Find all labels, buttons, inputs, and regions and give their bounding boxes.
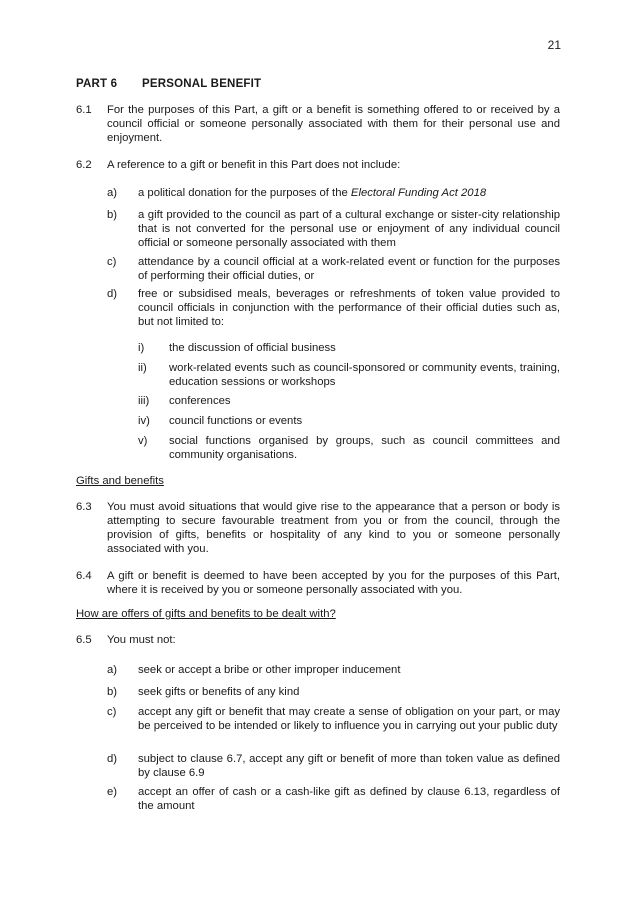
clause-6-3 (76, 500, 560, 556)
clause-6-4 (76, 569, 560, 597)
item-label: a) (107, 187, 118, 199)
item-label: b) (107, 209, 118, 221)
part-heading (76, 78, 262, 90)
clause-6-5-b (107, 685, 560, 699)
item-text (138, 186, 560, 200)
clause-6-5 (76, 633, 560, 647)
part-title: PERSONAL BENEFIT (142, 78, 262, 90)
item-text: free or subsidised meals, beverages or refreshments of token value provided to council officials in conjunction with the performance of their official duties such as, but not limited to: (138, 288, 560, 328)
part-label: PART 6 (76, 78, 118, 90)
act-title: Electoral Funding Act 2018 (350, 187, 487, 199)
clause-6-2-d-ii (138, 361, 560, 389)
item-text: accept any gift or benefit that may create a sense of obligation on your part, or may be perceived to be intended or likely to influence you in carrying out your public duty (138, 706, 560, 732)
clause-6-2 (76, 158, 560, 172)
page-number: 21 (547, 38, 561, 52)
section-heading-how-are-offers: How are offers of gifts and benefits to be dealt with? (76, 608, 336, 620)
item-label: iii) (138, 395, 150, 407)
item-text: social functions organised by groups, such as council committees and community organisations. (169, 435, 560, 461)
item-text: conferences (169, 395, 231, 407)
clause-number: 6.3 (76, 501, 92, 513)
item-label: ii) (138, 362, 147, 374)
clause-number: 6.1 (76, 104, 92, 116)
clause-6-5-a (107, 663, 560, 677)
item-text: accept an offer of cash or a cash-like gift as defined by clause 6.13, regardless of the amount (138, 786, 560, 812)
clause-number: 6.2 (76, 159, 92, 171)
section-heading-gifts-and-benefits: Gifts and benefits (76, 475, 164, 487)
item-label: a) (107, 664, 118, 676)
item-text: the discussion of official business (169, 342, 336, 354)
clause-6-2-c (107, 255, 560, 283)
clause-6-2-d-iii (138, 394, 560, 408)
item-label: v) (138, 435, 148, 447)
clause-6-2-a (107, 186, 560, 200)
item-text: subject to clause 6.7, accept any gift or benefit of more than token value as defined by clause 6.9 (138, 753, 560, 779)
item-text: council functions or events (169, 415, 303, 427)
clause-6-2-d-i (138, 341, 560, 355)
item-label: b) (107, 686, 118, 698)
item-text: work-related events such as council-sponsored or community events, training, education sessions or workshops (169, 362, 560, 388)
item-label: i) (138, 342, 145, 354)
clause-text: You must not: (107, 634, 176, 646)
item-label: c) (107, 706, 117, 718)
item-label: iv) (138, 415, 150, 427)
clause-number: 6.4 (76, 570, 92, 582)
item-label: e) (107, 786, 118, 798)
clause-number: 6.5 (76, 634, 92, 646)
clause-6-5-c (107, 705, 560, 733)
item-label: c) (107, 256, 117, 268)
clause-text: A reference to a gift or benefit in this Part does not include: (107, 159, 401, 171)
clause-6-2-d-v (138, 434, 560, 462)
clause-6-5-e (107, 785, 560, 813)
item-text-plain: a political donation for the purposes of the (138, 187, 351, 199)
clause-6-2-d-iv (138, 414, 560, 428)
clause-6-2-b (107, 208, 560, 250)
item-text: a gift provided to the council as part of a cultural exchange or sister-city relationship that is not converted for the personal use or enjoyment of any individual council official or someone personally associated with them (138, 209, 560, 249)
clause-text: You must avoid situations that would give rise to the appearance that a person or body is attempting to secure favourable treatment from you or from the council, through the provision of gifts, benefits or hospitality of any kind to you or someone personally associated with you. (107, 501, 560, 555)
clause-6-2-d (107, 287, 560, 329)
item-text: seek or accept a bribe or other improper inducement (138, 664, 401, 676)
clause-text: For the purposes of this Part, a gift or a benefit is something offered to or received by a council official or someone personally associated with them for their personal use and enjoyment. (107, 104, 560, 144)
clause-text: A gift or benefit is deemed to have been accepted by you for the purposes of this Part, where it is received by you or someone personally associated with you. (107, 570, 560, 596)
clause-6-5-d (107, 752, 560, 780)
item-text: seek gifts or benefits of any kind (138, 686, 300, 698)
item-label: d) (107, 288, 118, 300)
item-text: attendance by a council official at a work-related event or function for the purposes of performing their official duties, or (138, 256, 560, 282)
clause-6-1 (76, 103, 560, 145)
item-label: d) (107, 753, 118, 765)
